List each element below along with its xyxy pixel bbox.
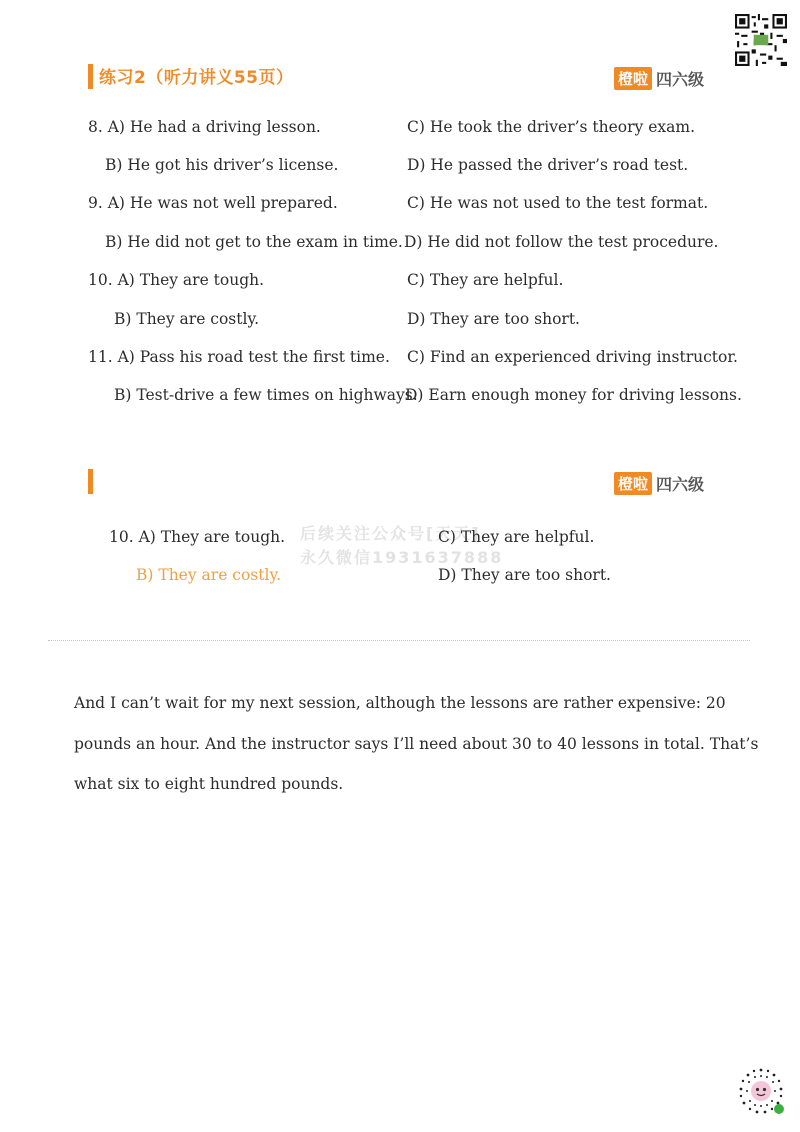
- mini-program-code-icon: [734, 1064, 788, 1118]
- brand-logo: [614, 67, 704, 90]
- question-10-option-d: D) They are too short.: [407, 310, 580, 328]
- question-10-option-a: 10. A) They are tough.: [88, 271, 265, 289]
- transcript-line: what six to eight hundred pounds.: [74, 775, 344, 793]
- answer-option-d: D) They are too short.: [438, 566, 611, 584]
- question-11-option-b: B) Test-drive a few times on highways.: [114, 386, 418, 404]
- answer-option-c: C) They are helpful.: [438, 528, 595, 546]
- transcript-line: And I can’t wait for my next session, although the lessons are rather expensive: 20: [74, 694, 726, 712]
- question-11-option-d: D) Earn enough money for driving lessons.: [405, 386, 742, 404]
- brand-secondary: 四六级: [656, 70, 705, 89]
- question-9-option-d: D) He did not follow the test procedure.: [404, 233, 719, 251]
- question-8-option-d: D) He passed the driver’s road test.: [407, 156, 689, 174]
- section-divider: [48, 640, 750, 641]
- qr-code-icon: [735, 14, 787, 66]
- section-marker: [88, 64, 93, 89]
- question-8-option-a: 8. A) He had a driving lesson.: [88, 118, 321, 136]
- answer-option-b-correct: B) They are costly.: [136, 566, 282, 584]
- question-11-option-c: C) Find an experienced driving instructor.: [407, 348, 738, 366]
- answer-option-a: 10. A) They are tough.: [109, 528, 286, 546]
- question-8-option-b: B) He got his driver’s license.: [105, 156, 339, 174]
- brand-primary: 橙啦: [614, 67, 652, 90]
- question-9-option-c: C) He was not used to the test format.: [407, 194, 709, 212]
- question-9-option-a: 9. A) He was not well prepared.: [88, 194, 338, 212]
- section-title: 练习2（听力讲义55页）: [99, 68, 294, 88]
- brand-secondary: 四六级: [656, 475, 705, 494]
- brand-primary: 橙啦: [614, 472, 652, 495]
- question-11-option-a: 11. A) Pass his road test the first time.: [88, 348, 390, 366]
- watermark-line: 永久微信1931637888: [300, 548, 504, 567]
- question-9-option-b: B) He did not get to the exam in time.: [105, 233, 403, 251]
- answer-brand-logo: [614, 472, 704, 495]
- question-10-option-b: B) They are costly.: [114, 310, 260, 328]
- question-8-option-c: C) He took the driver’s theory exam.: [407, 118, 695, 136]
- question-10-option-c: C) They are helpful.: [407, 271, 564, 289]
- watermark-line: 后续关注公众号[天天]: [300, 524, 481, 543]
- answer-section-marker: [88, 469, 93, 494]
- transcript-line: pounds an hour. And the instructor says I’ll need about 30 to 40 lessons in total. That’s: [74, 735, 759, 753]
